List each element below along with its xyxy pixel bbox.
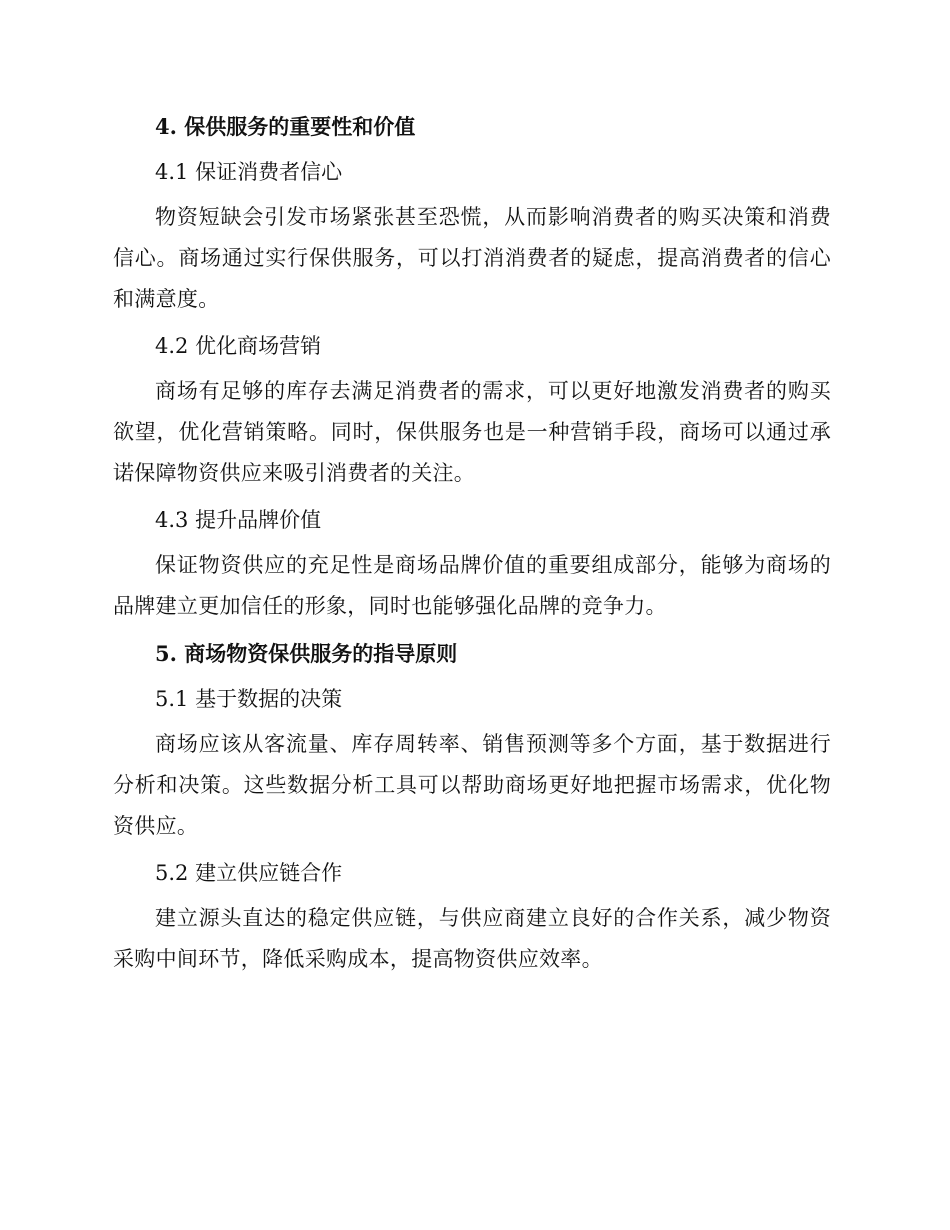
paragraph-4-1: 物资短缺会引发市场紧张甚至恐慌，从而影响消费者的购买决策和消费信心。商场通过实行保供服务，可以打消消费者的疑虑，提高消费者的信心和满意度。 (113, 205, 831, 311)
subsection-heading-4-3: 4.3 提升品牌价值 (155, 508, 322, 532)
paragraph-5-1: 商场应该从客流量、库存周转率、销售预测等多个方面，基于数据进行分析和决策。这些数据分析工具可以帮助商场更好地把握市场需求，优化物资供应。 (113, 732, 831, 838)
subsection-heading-4-1: 4.1 保证消费者信心 (155, 160, 343, 184)
paragraph-4-3: 保证物资供应的充足性是商场品牌价值的重要组成部分，能够为商场的品牌建立更加信任的形象，同时也能够强化品牌的竞争力。 (113, 553, 831, 618)
paragraph-4-2: 商场有足够的库存去满足消费者的需求，可以更好地激发消费者的购买欲望，优化营销策略。同时，保供服务也是一种营销手段，商场可以通过承诺保障物资供应来吸引消费者的关注。 (113, 379, 831, 485)
document-page (113, 104, 831, 984)
section-heading-4: 4. 保供服务的重要性和价值 (155, 114, 416, 139)
section-heading-5: 5. 商场物资保供服务的指导原则 (155, 641, 458, 666)
paragraph-5-2: 建立源头直达的稳定供应链，与供应商建立良好的合作关系，减少物资采购中间环节，降低采购成本，提高物资供应效率。 (113, 906, 831, 971)
subsection-heading-4-2: 4.2 优化商场营销 (155, 334, 322, 358)
subsection-heading-5-1: 5.1 基于数据的决策 (155, 687, 343, 711)
subsection-heading-5-2: 5.2 建立供应链合作 (155, 861, 343, 885)
